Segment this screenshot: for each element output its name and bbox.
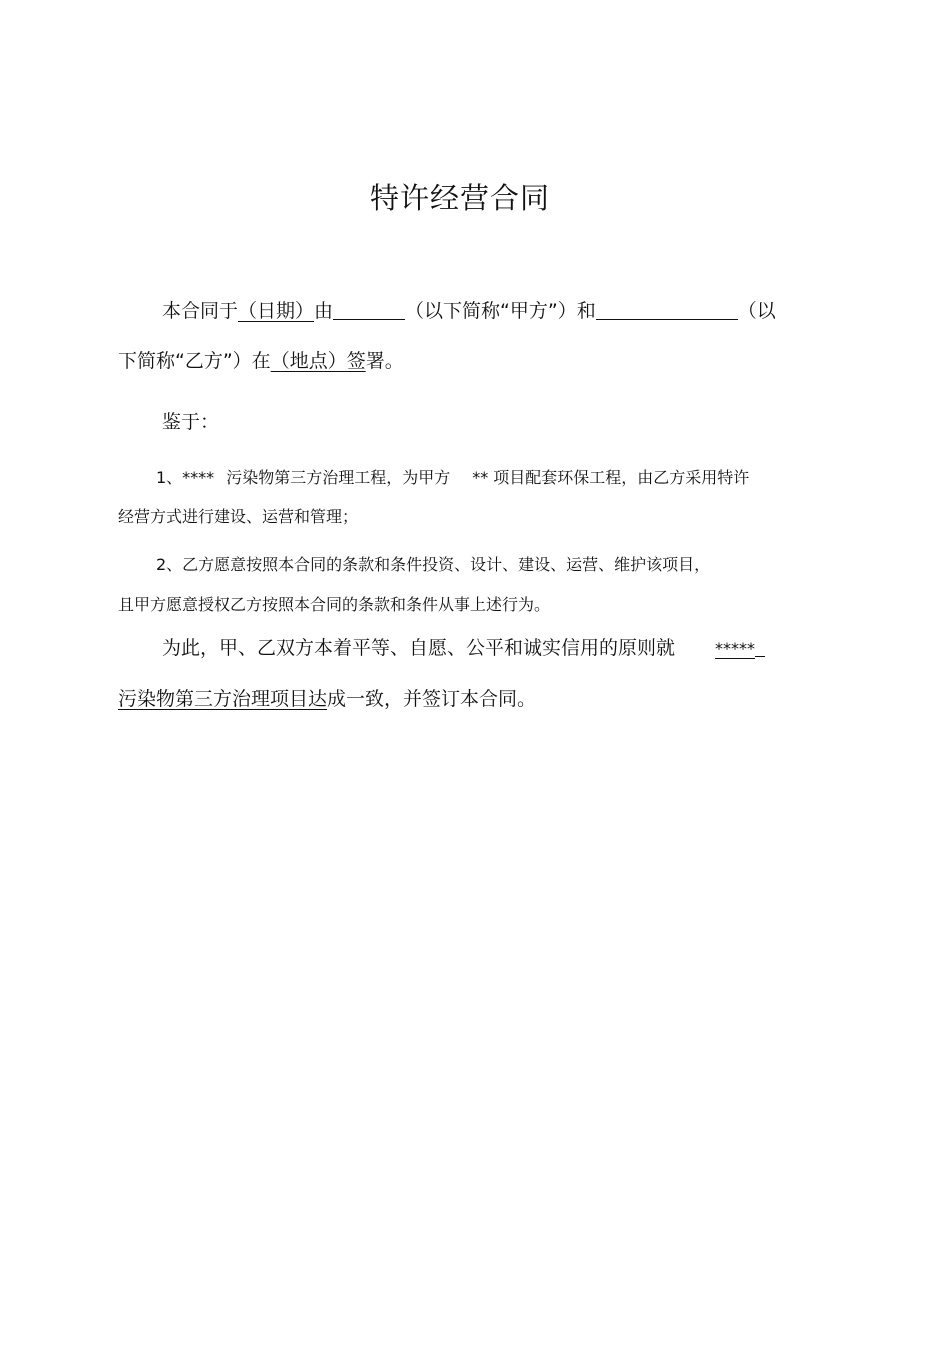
- date-field: （日期）: [238, 300, 315, 322]
- whereas-label: 鉴于：: [162, 411, 220, 433]
- clause-1-number: 1、****: [156, 468, 215, 487]
- party-b-blank: [596, 301, 738, 320]
- intro-line-1: [162, 296, 776, 323]
- clause-1-line-1: [156, 465, 749, 488]
- conclusion-text: 为此，甲、乙双方本着平等、自愿、公平和诚实信用的原则就: [162, 637, 676, 659]
- clause-2-line-1: 2、乙方愿意按照本合同的条款和条件投资、设计、建设、运营、维护该项目，: [156, 555, 711, 574]
- clause-1-text-a: 污染物第三方治理工程，为甲方: [226, 468, 451, 487]
- clause-2-line-2: 且甲方愿意授权乙方按照本合同的条款和条件从事上述行为。: [118, 595, 551, 614]
- conclusion-end: 成一致，并签订本合同。: [327, 688, 537, 710]
- clause-1-line-2: 经营方式进行建设、运营和管理；: [118, 507, 359, 526]
- intro-text-party-a: （以下简称“甲方”）和: [405, 300, 596, 322]
- project-name-field: *****: [715, 639, 756, 658]
- clause-1-text-b: ** 项目配套环保工程，由乙方采用特许: [472, 468, 750, 487]
- party-a-blank: [333, 301, 405, 320]
- conclusion-line-1: [162, 633, 765, 660]
- conclusion-line-2: [118, 684, 536, 711]
- intro-text-party-b: 下简称“乙方”）在: [118, 350, 271, 372]
- intro-text-by: 由: [314, 300, 334, 322]
- project-name-blank: [755, 638, 765, 657]
- document-title: 特许经营合同: [369, 181, 550, 215]
- intro-text-end: （以: [737, 300, 776, 322]
- intro-text-signed: 署。: [365, 350, 404, 372]
- project-name-continued: 污染物第三方治理项目达: [118, 688, 328, 710]
- intro-line-2: [118, 346, 404, 373]
- intro-text-start: 本合同于: [162, 300, 239, 322]
- place-field: （地点）签: [270, 350, 366, 372]
